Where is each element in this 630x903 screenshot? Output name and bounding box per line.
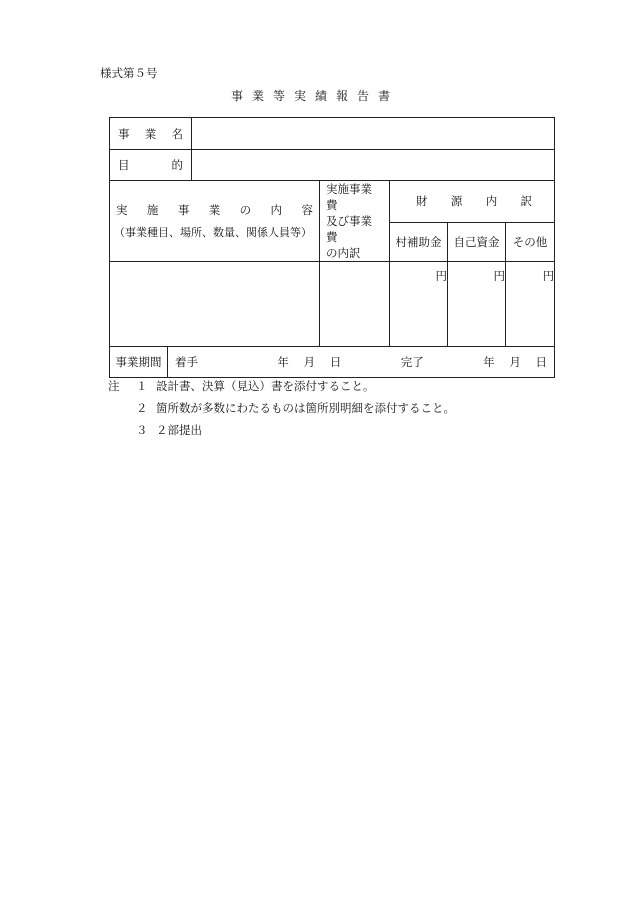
note-number: ３ bbox=[136, 423, 148, 437]
purpose-label-char: 的 bbox=[171, 158, 183, 172]
note-number: ２ bbox=[136, 401, 148, 415]
report-table bbox=[109, 117, 555, 378]
content-header-char: 実 bbox=[116, 203, 128, 217]
period-row bbox=[110, 347, 555, 378]
note-text: 箇所数が多数にわたるものは箇所別明細を添付すること。 bbox=[156, 401, 455, 415]
content-header-char: 容 bbox=[301, 203, 313, 217]
funding-header-char: 源 bbox=[450, 194, 463, 209]
start-day-unit: 日 bbox=[329, 355, 342, 369]
notes-lead: 注 bbox=[108, 379, 120, 393]
funding-header-char: 財 bbox=[416, 194, 428, 209]
content-header-cell bbox=[110, 181, 320, 262]
cost-header-cell bbox=[320, 181, 390, 262]
purpose-row bbox=[110, 150, 555, 181]
village-subsidy-header: 村補助金 bbox=[390, 222, 448, 261]
end-year-unit: 年 bbox=[483, 355, 495, 369]
form-number: 様式第５号 bbox=[100, 66, 158, 80]
note-number: １ bbox=[136, 379, 148, 393]
note-item bbox=[108, 419, 455, 441]
note-text: ２部提出 bbox=[156, 423, 202, 437]
own-funds-header: 自己資金 bbox=[448, 222, 506, 261]
note-item bbox=[108, 397, 455, 419]
purpose-label-cell bbox=[110, 150, 192, 181]
yen-unit: 円 bbox=[435, 269, 447, 283]
content-field[interactable] bbox=[110, 262, 320, 347]
note-text: 設計書、決算（見込）書を添付すること。 bbox=[156, 379, 375, 393]
cost-header-line: 実施事業費 bbox=[326, 182, 372, 212]
other-funds-field[interactable] bbox=[506, 262, 555, 347]
project-name-row bbox=[110, 118, 555, 150]
end-label: 完了 bbox=[400, 355, 424, 369]
project-name-label-cell bbox=[110, 118, 192, 150]
other-funds-header: その他 bbox=[506, 222, 555, 261]
start-month-unit: 月 bbox=[303, 355, 316, 369]
content-header-char: の bbox=[239, 203, 252, 217]
end-day-unit: 日 bbox=[535, 355, 548, 369]
yen-unit: 円 bbox=[493, 269, 505, 283]
body-row bbox=[110, 262, 555, 347]
purpose-field[interactable] bbox=[192, 150, 555, 181]
cost-header-line: 及び事業費 bbox=[326, 214, 372, 244]
project-name-label-char: 業 bbox=[144, 126, 157, 141]
purpose-label-char: 目 bbox=[118, 158, 130, 172]
project-name-field[interactable] bbox=[192, 118, 555, 150]
project-name-label-char: 名 bbox=[171, 126, 183, 141]
start-year-unit: 年 bbox=[277, 355, 289, 369]
project-name-label-char: 事 bbox=[118, 126, 130, 141]
village-subsidy-field[interactable] bbox=[390, 262, 448, 347]
cost-header-line: の内訳 bbox=[326, 246, 361, 260]
content-header-char: 内 bbox=[270, 203, 283, 217]
note-item bbox=[108, 375, 455, 397]
own-funds-field[interactable] bbox=[448, 262, 506, 347]
content-header-char: 施 bbox=[146, 203, 159, 217]
period-label-cell: 事業期間 bbox=[110, 347, 168, 378]
start-label: 着手 bbox=[175, 355, 198, 369]
end-month-unit: 月 bbox=[509, 355, 521, 369]
document-title: 事業等実績報告書 bbox=[230, 89, 399, 103]
funding-header-char: 内 bbox=[485, 194, 498, 209]
header-row-1 bbox=[110, 181, 555, 223]
funding-header-char: 訳 bbox=[520, 194, 533, 209]
content-header-char: 事 bbox=[177, 203, 190, 217]
yen-unit: 円 bbox=[542, 269, 555, 283]
cost-field[interactable] bbox=[320, 262, 390, 347]
funding-header-cell bbox=[390, 181, 555, 223]
period-field[interactable] bbox=[168, 347, 555, 378]
content-header-char: 業 bbox=[208, 203, 221, 217]
content-header-subtitle: （事業種目、場所、数量、関係人員等） bbox=[114, 226, 312, 239]
notes-section bbox=[108, 375, 455, 441]
